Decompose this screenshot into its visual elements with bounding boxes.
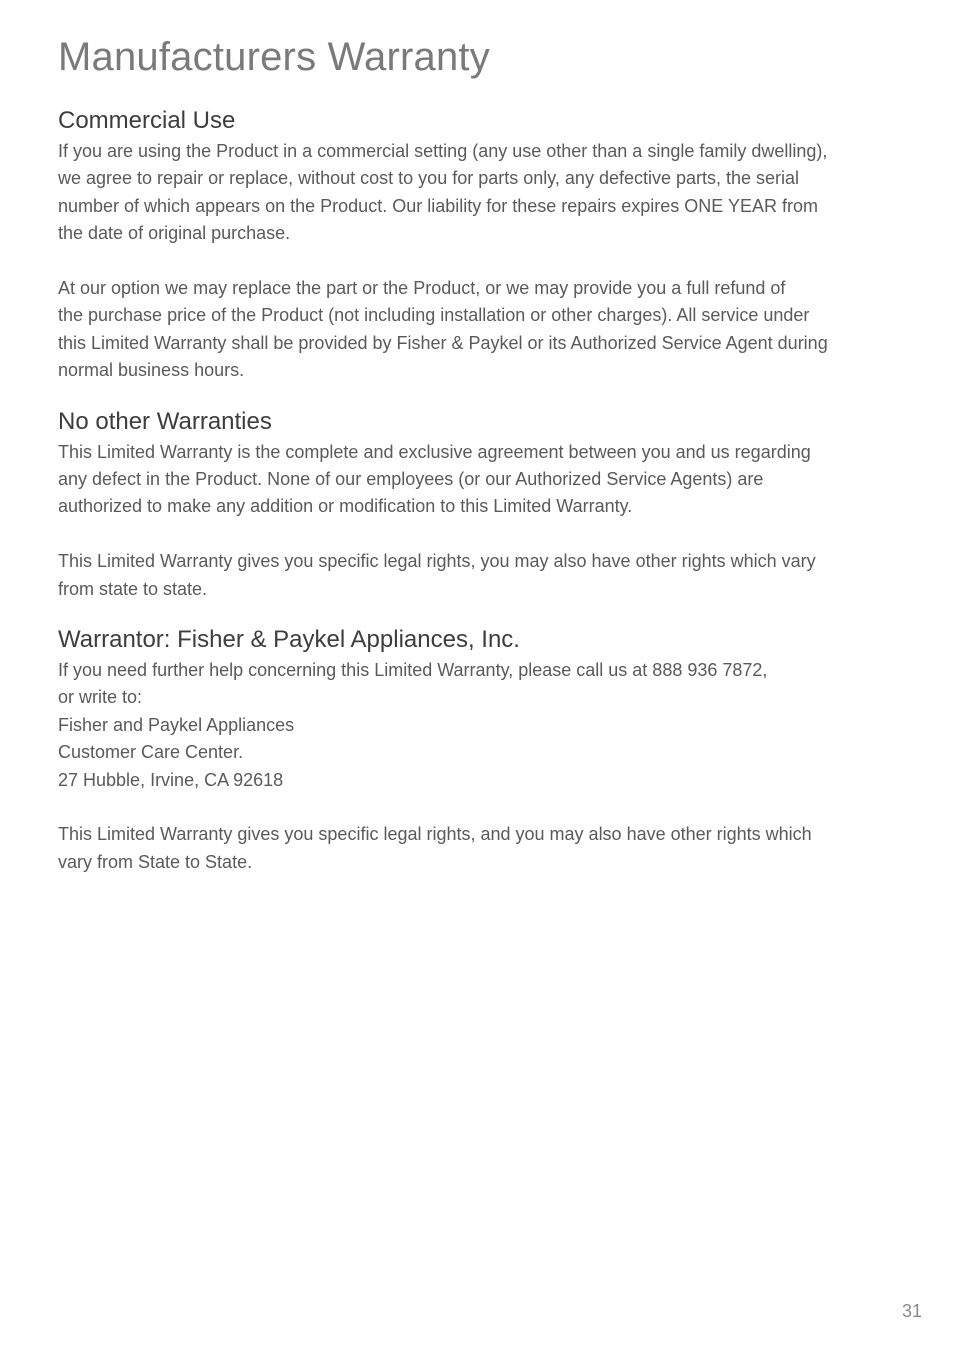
text-line: authorized to make any addition or modification to this Limited Warranty. bbox=[58, 496, 633, 517]
text-line: or write to: bbox=[58, 687, 143, 708]
text-line: we agree to repair or replace, without cost to you for parts only, any defective parts, the serial bbox=[58, 168, 800, 189]
paragraph bbox=[58, 275, 898, 385]
section-warrantor bbox=[58, 623, 898, 876]
address-line: Fisher and Paykel Appliances bbox=[58, 714, 295, 735]
text-line: vary from State to State. bbox=[58, 851, 253, 872]
text-line: the date of original purchase. bbox=[58, 223, 291, 244]
section-commercial-use bbox=[58, 104, 898, 385]
paragraph bbox=[58, 548, 898, 603]
text-line: any defect in the Product. None of our employees (or our Authorized Service Agents) are bbox=[58, 469, 764, 490]
paragraph bbox=[58, 138, 898, 248]
section-heading: No other Warranties bbox=[58, 407, 272, 435]
page-number: 31 bbox=[901, 1301, 922, 1321]
section-no-other-warranties bbox=[58, 405, 898, 603]
text-line: this Limited Warranty shall be provided by Fisher & Paykel or its Authorized Service Agent during bbox=[58, 332, 828, 353]
warranty-content bbox=[58, 104, 898, 876]
text-line: the purchase price of the Product (not including installation or other charges). All service under bbox=[58, 305, 810, 326]
text-line: At our option we may replace the part or the Product, or we may provide you a full refund of bbox=[58, 278, 786, 299]
paragraph bbox=[58, 657, 898, 794]
text-line: If you are using the Product in a commercial setting (any use other than a single family dwelling), bbox=[58, 141, 828, 161]
page-title: Manufacturers Warranty bbox=[58, 35, 490, 79]
section-heading: Warrantor: Fisher & Paykel Appliances, Inc. bbox=[58, 626, 520, 654]
paragraph bbox=[58, 439, 898, 521]
address-line: Customer Care Center. bbox=[58, 742, 244, 763]
text-line: This Limited Warranty gives you specific legal rights, and you may also have other rights which bbox=[58, 824, 812, 845]
text-line: from state to state. bbox=[58, 578, 208, 599]
address-line: 27 Hubble, Irvine, CA 92618 bbox=[58, 769, 284, 790]
paragraph bbox=[58, 821, 898, 876]
text-line: This Limited Warranty is the complete and exclusive agreement between you and us regarding bbox=[58, 441, 811, 462]
section-heading: Commercial Use bbox=[58, 107, 236, 134]
text-line: If you need further help concerning this Limited Warranty, please call us at 888 936 7872, bbox=[58, 660, 768, 681]
text-line: number of which appears on the Product. Our liability for these repairs expires ONE YEAR from bbox=[58, 195, 819, 216]
text-line: This Limited Warranty gives you specific legal rights, you may also have other rights which vary bbox=[58, 551, 816, 572]
text-line: normal business hours. bbox=[58, 360, 245, 381]
